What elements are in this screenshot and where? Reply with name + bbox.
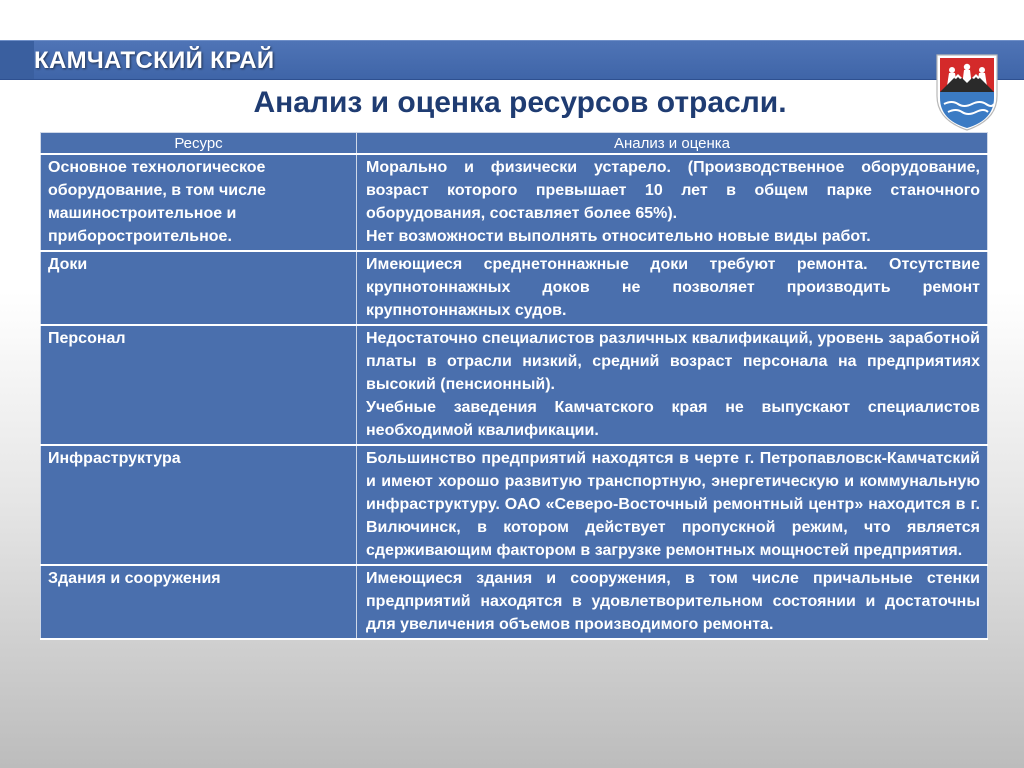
- analysis-cell: [357, 565, 988, 639]
- table-row: [41, 445, 988, 565]
- page-title: Анализ и оценка ресурсов отрасли.: [253, 86, 787, 119]
- header-analysis: Анализ и оценка: [357, 133, 988, 155]
- analysis-cell: [357, 251, 988, 325]
- resource-cell: Основное технологическое оборудование, в том числе машиностроительное и приборостроительное.: [41, 154, 357, 251]
- analysis-cell: [357, 325, 988, 445]
- analysis-cell: [357, 154, 988, 251]
- banner-accent-strip: [0, 41, 34, 79]
- analysis-paragraph: Имеющиеся здания и сооружения, в том числе причальные стенки предприятий находятся в удовлетворительном состоянии и достаточны для увеличения объемов производимого ремонта.: [366, 570, 980, 633]
- region-title: КАМЧАТСКИЙ КРАЙ: [34, 47, 275, 74]
- resource-cell: Доки: [41, 251, 357, 325]
- analysis-paragraph: Морально и физически устарело. (Производственное оборудование, возраст которого превышает 10 лет в общем парке станочного оборудования, составляет более 65%).: [366, 159, 980, 222]
- table-row: [41, 565, 988, 639]
- table-row: [41, 154, 988, 251]
- analysis-paragraph: Имеющиеся среднетоннажные доки требуют ремонта. Отсутствие крупнотоннажных доков не позволяет производить ремонт крупнотоннажных судов.: [366, 256, 980, 319]
- resource-cell: Персонал: [41, 325, 357, 445]
- analysis-paragraph: Большинство предприятий находятся в черте г. Петропавловск-Камчатский и имеют хорошо развитую транспортную, энергетическую и коммунальную инфраструктуру. ОАО «Северо-Восточный ремонтный центр» находится в г. Вилючинск, в котором действует пропускной режим, что является сдерживающим фактором в загрузке ремонтных мощностей предприятия.: [366, 450, 980, 559]
- resources-table: [40, 132, 988, 640]
- header-resource: Ресурс: [41, 133, 357, 155]
- analysis-paragraph: Учебные заведения Камчатского края не выпускают специалистов необходимой квалификации.: [366, 399, 980, 439]
- table-row: [41, 325, 988, 445]
- analysis-paragraph: Недостаточно специалистов различных квалификаций, уровень заработной платы в отрасли низкий, средний возраст персонала на предприятиях высокий (пенсионный).: [366, 330, 980, 393]
- analysis-paragraph: Нет возможности выполнять относительно новые виды работ.: [366, 228, 871, 245]
- table-header-row: [41, 133, 988, 155]
- table-row: [41, 251, 988, 325]
- analysis-cell: [357, 445, 988, 565]
- resource-cell: Здания и сооружения: [41, 565, 357, 639]
- region-banner: [0, 40, 1024, 80]
- resource-cell: Инфраструктура: [41, 445, 357, 565]
